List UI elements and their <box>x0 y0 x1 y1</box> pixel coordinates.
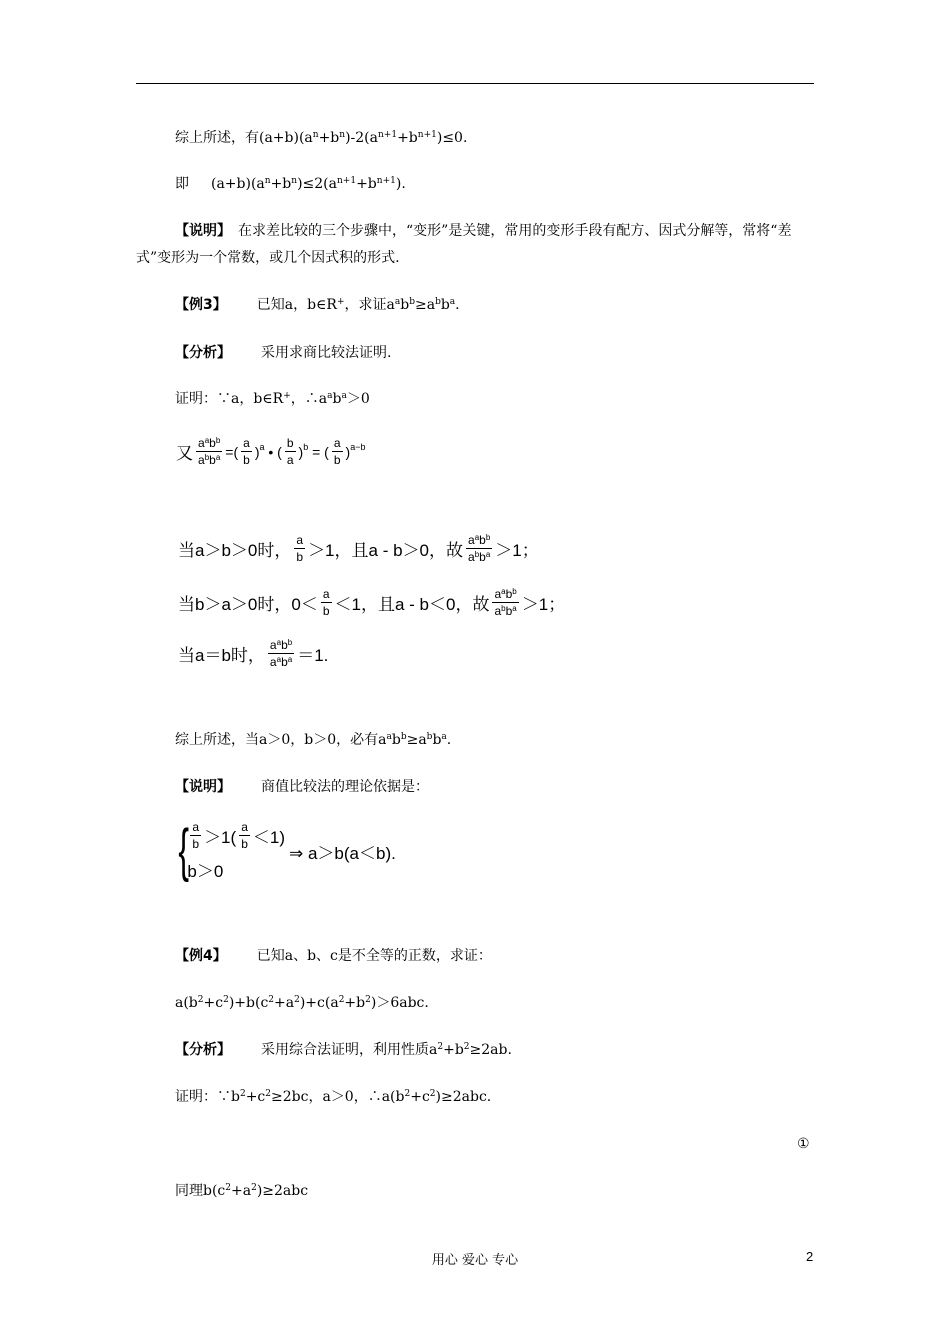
case-1: 当a＞b＞0时， $\frac{a}{b}$ ＞1，且a - b＞0，故 $\frac{a^ab^b}{a^bb^a}$ ＞1； <box>178 533 539 564</box>
case-2-end: ＞1； <box>521 595 566 614</box>
example-4-text: 已知a、b、c是不全等的正数，求证： <box>256 948 492 964</box>
remark-2-tag: 【说明】 <box>175 779 231 795</box>
text-summary-1: 综上所述，有$(a+b)(a^n+b^n)-2(a^{n+1}+b^{n+1})\le 0$. <box>175 130 468 146</box>
analysis-text: 采用求商比较法证明. <box>261 345 392 361</box>
proof-1: 证明：∵a，b∈R+，$\therefore a^ab^a>0$ <box>175 391 370 407</box>
case-3-label: 当a＝b时， <box>178 646 265 665</box>
conclusion-3: 综上所述，当a＞0，b＞0，必有$a^ab^b\ge a^bb^a$. <box>175 732 452 748</box>
b-positive: b＞0 <box>187 862 224 881</box>
analysis-1 <box>175 343 391 363</box>
analysis-2-tag: 【分析】 <box>175 1042 231 1058</box>
text-therefore: 即 $(a+b)(a^n+b^n)\le 2(a^{n+1}+b^{n+1})$. <box>175 176 406 192</box>
equation-marker: ① <box>797 1136 810 1152</box>
remark-tag: 【说明】 <box>175 223 224 239</box>
remark-2 <box>175 777 429 797</box>
case-3: 当a＝b时， $\frac{a^ab^b}{a^ab^a}$ ＝1. <box>178 638 329 669</box>
case-1-label: 当a＞b＞0时， <box>178 541 292 560</box>
formula-you: 又 <box>176 444 193 464</box>
left-brace: { <box>178 818 190 883</box>
example-tag: 【例3】 <box>175 297 227 313</box>
proof-2: 证明：$\because b^2+c^2\ge 2bc$，a＞0，$\therefore a(b^2+c^2)\ge 2abc$. <box>175 1089 492 1105</box>
similarly-line: 同理$b(c^2+a^2)\ge 2abc$ <box>175 1183 309 1199</box>
example-4-inequality: $a(b^2+c^2)+b(c^2+a^2)+c(a^2+b^2)>6abc$. <box>175 995 429 1011</box>
example-4-tag: 【例4】 <box>175 948 227 964</box>
remark-1 <box>136 218 816 272</box>
analysis-2: 【分析】 采用综合法证明，利用性质$a^2+b^2\ge 2ab$. <box>175 1042 512 1058</box>
case-3-end: ＝1. <box>297 646 329 665</box>
example-4 <box>175 946 492 966</box>
analysis-tag: 【分析】 <box>175 345 231 361</box>
formula-ratio: 又 $\frac{a^ab^b}{a^bb^a}$ =( $\frac{a}{b}$ )$^a$ • ( $\frac{b}{a}$ )$^b$ = ( $\frac{a}{b}$ )$^{a-b}$ <box>176 436 366 467</box>
case-2: 当b＞a＞0时，0＜ $\frac{a}{b}$ ＜1，且a - b＜0，故 $\frac{a^ab^b}{a^bb^a}$ ＞1； <box>178 587 566 618</box>
header-rule <box>136 83 814 84</box>
case-2-label: 当b＞a＞0时，0＜ <box>178 595 318 614</box>
case-2-mid: ＜1，且a - b＜0，故 <box>334 595 490 614</box>
frac-ratio: $\frac{a^ab^b}{a^bb^a}$ <box>198 436 221 467</box>
remark-text: 在求差比较的三个步骤中，“变形”是关键，常用的变形手段有配方、因式分解等，常将“差式”变形为一个常数，或几个因式积的形式. <box>136 223 792 266</box>
page-number: 2 <box>806 1249 814 1264</box>
formula-system: { $\frac{a}{b}$ ＞1( $\frac{a}{b}$ ＜1) b＞0 ⇒ a＞b(a＜b). <box>178 818 396 883</box>
case-1-mid: ＞1，且a - b＞0，故 <box>308 541 463 560</box>
case-1-end: ＞1； <box>495 541 539 560</box>
implies-text: ⇒ a＞b(a＜b). <box>289 843 396 863</box>
footer-slogan: 用心 爱心 专心 <box>431 1253 519 1268</box>
example-3: 【例3】 已知a，b∈R+，求证$a^ab^b\ge a^bb^a$. <box>175 297 460 313</box>
remark-2-text: 商值比较法的理论依据是： <box>261 779 429 795</box>
